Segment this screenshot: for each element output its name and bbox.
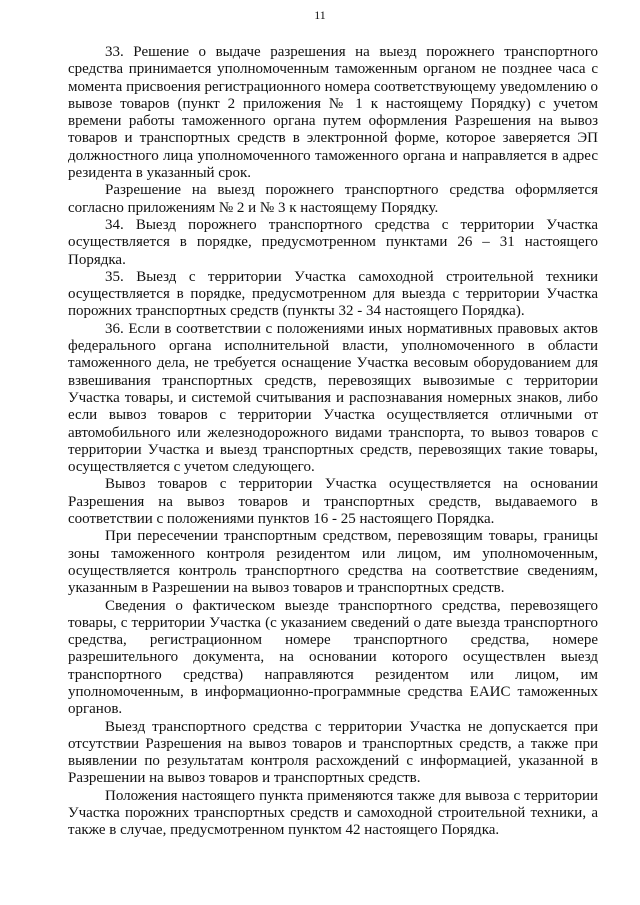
page-number: 11	[314, 8, 326, 22]
paragraph-35: 35. Выезд с территории Участка самоходной строительной техники осуществляется в порядке, предусмотренном для выезда с территории Участка порожних транспортных средств (пункты 32 - 34 настоящего Порядка).	[68, 268, 598, 320]
paragraph-36: 36. Если в соответствии с положениями иных нормативных правовых актов федерального органа исполнительной власти, уполномоченного в области таможенного дела, не требуется оснащение Участка весовым оборудованием для взвешивания транспортных средств, перевозящих вывозимые с территории Участка товары, и системой считывания и распознавания номерных знаков, либо если вывоз товаров с территории Участка осуществляется отличными от автомобильного или железнодорожного видами транспорта, то вывоз товаров с территории Участка и выезд транспортных средств, перевозящих такие товары, осуществляется с учетом следующего.	[68, 320, 598, 476]
document-body	[68, 44, 598, 840]
paragraph-34: 34. Выезд порожнего транспортного средства с территории Участка осуществляется в порядке, предусмотренном пунктами 26 – 31 настоящего Порядка.	[68, 216, 598, 268]
paragraph-36-exit-info: Сведения о фактическом выезде транспортного средства, перевозящего товары, с территории Участка (с указанием сведений о дате выезда транспортного средства, регистрационном номере транспортного средства, номере разрешительного документа, на основании которого осуществлен выезд транспортного средства) направляются резидентом или лицом, им уполномоченным, в информационно-программные средства ЕАИС таможенных органов.	[68, 597, 598, 718]
paragraph-36-exit-prohibited: Выезд транспортного средства с территории Участка не допускается при отсутствии Разрешения на вывоз товаров и транспортных средств, а также при выявлении по результатам контроля расхождений с информацией, указанной в Разрешении на вывоз товаров и транспортных средств.	[68, 718, 598, 787]
paragraph-33: 33. Решение о выдаче разрешения на выезд порожнего транспортного средства принимается уполномоченным таможенным органом не позднее часа с момента присвоения регистрационного номера соответствующему уведомлению о вывозе товаров (пункт 2 приложения № 1 к настоящему Порядку) с учетом времени работы таможенного органа путем оформления Разрешения на вывоз товаров и транспортных средств в электронной форме, которое заверяется ЭП должностного лица уполномоченного таможенного органа и направляется в адрес резидента в указанный срок.	[68, 44, 598, 182]
paragraph-36-applicability: Положения настоящего пункта применяются также для вывоза с территории Участка порожних транспортных средств и самоходной строительной техники, а также в случае, предусмотренном пунктом 42 настоящего Порядка.	[68, 787, 598, 839]
paragraph-36-export-basis: Вывоз товаров с территории Участка осуществляется на основании Разрешения на вывоз товаров и транспортных средств, выдаваемого в соответствии с положениями пунктов 16 - 25 настоящего Порядка.	[68, 476, 598, 528]
paragraph-33-permit-form: Разрешение на выезд порожнего транспортного средства оформляется согласно приложениям № 2 и № 3 к настоящему Порядку.	[68, 182, 598, 216]
paragraph-36-border-control: При пересечении транспортным средством, перевозящим товары, границы зоны таможенного контроля резидентом или лицом, им уполномоченным, осуществляется контроль транспортного средства на соответствие сведениям, указанным в Разрешении на вывоз товаров и транспортных средств.	[68, 528, 598, 597]
